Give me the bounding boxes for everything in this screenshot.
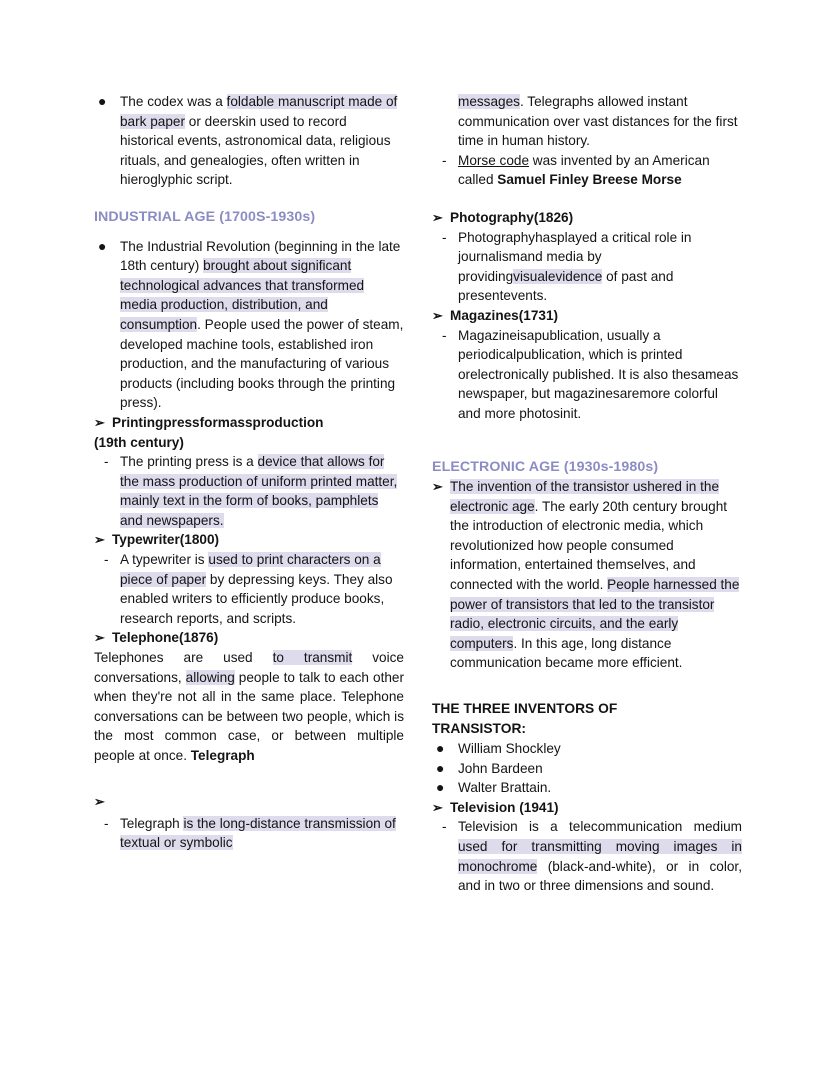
list-item <box>432 326 742 424</box>
spacer <box>432 190 742 208</box>
morse-inventor-name: Samuel Finley Breese Morse <box>497 172 682 188</box>
arrow-bullet-icon: ➢ <box>432 799 443 815</box>
list-item <box>94 92 404 190</box>
codex-text-2: or deerskin used to record historical events, astronomical data, religious rituals, and genealogies, often written in hieroglyphic script. <box>120 113 391 188</box>
photography-heading: Photography(1826) <box>450 209 574 225</box>
industrial-age-heading: INDUSTRIAL AGE (1700S-1930s) <box>94 208 316 225</box>
list-item <box>94 452 404 530</box>
magazines-heading-row <box>432 306 742 326</box>
dash-bullet-icon: - <box>104 552 109 568</box>
television-heading: Television (1941) <box>450 799 559 815</box>
telephone-paragraph <box>94 648 404 766</box>
industrial-highlight: brought about significant technological advances that transformed media production, distribution, and consumption <box>120 258 365 332</box>
typewriter-heading: Typewriter(1800) <box>112 532 220 548</box>
disc-bullet-icon: ● <box>98 93 107 109</box>
electronic-text-2: . In this age, long distance communication became more efficient. <box>450 635 683 671</box>
electronic-age-heading: ELECTRONIC AGE (1930s-1980s) <box>432 458 659 475</box>
printing-press-highlight: device that allows for the mass production of uniform printed matter, mainly text in the form of books, pamphlets and newspapers. <box>120 454 398 528</box>
list-item <box>94 237 404 413</box>
list-item <box>432 151 742 190</box>
television-text-1: Television is a telecommunication medium <box>458 819 742 835</box>
telephone-text-2: voice conversations, <box>94 650 404 685</box>
disc-bullet-icon: ● <box>436 759 445 776</box>
codex-paragraph <box>120 92 404 190</box>
list-item <box>432 228 742 306</box>
spacer <box>94 766 404 792</box>
typewriter-text-2: by depressing keys. They also enabled writers to efficiently produce books, research reports, and scripts. <box>120 571 393 626</box>
dash-bullet-icon: - <box>442 152 447 168</box>
electronic-highlight-1: The invention of the transistor ushered in the electronic age <box>450 479 720 514</box>
inventor-name: Walter Brattain. <box>458 780 552 796</box>
telegraph-continued-paragraph <box>458 92 742 151</box>
television-heading-row <box>432 798 742 818</box>
telephone-text-3: people to talk to each other when they're not all in the same place. Telephone conversations can be between two people, which is the most common case, or between multiple people at once. <box>94 669 404 763</box>
disc-bullet-icon: ● <box>436 740 445 757</box>
industrial-paragraph <box>120 237 404 413</box>
electronic-highlight-2: People harnessed the power of transistors that led to the transistor radio, electronic circuits, and the early computers <box>450 577 740 651</box>
inventors-title-line2: TRANSISTOR: <box>432 721 527 737</box>
telegraph-highlight: is the long-distance transmission of textual or symbolic <box>120 815 396 851</box>
codex-highlight: foldable manuscript made of bark paper <box>120 94 398 129</box>
telegraph-paragraph <box>120 814 404 853</box>
photography-highlight: visualevidence <box>513 268 603 284</box>
typewriter-highlight: used to print characters on a piece of paper <box>120 552 381 587</box>
list-item <box>94 550 404 628</box>
list-item <box>432 759 742 779</box>
television-highlight: used for transmitting moving images in monochrome <box>458 839 742 874</box>
dash-bullet-icon: - <box>442 327 447 343</box>
empty-arrow-bullet-row <box>94 792 404 814</box>
inventors-title-line1: THE THREE INVENTORS OF <box>432 701 618 717</box>
inventor-name: William Shockley <box>458 741 561 757</box>
telephone-highlight-2: allowing <box>185 669 235 685</box>
list-item <box>432 739 742 759</box>
telegraph-continued-text: . Telegraphs allowed instant communication over vast distances for the first time in human history. <box>458 94 738 149</box>
electronic-text-1: . The early 20th century brought the introduction of electronic media, which revolutionized how people consumed information, entertained themselves, and connected with the world. <box>450 498 728 593</box>
printing-press-heading-line2: (19th century) <box>94 434 184 450</box>
television-paragraph <box>458 817 742 895</box>
arrow-bullet-icon: ➢ <box>94 414 105 430</box>
typewriter-paragraph <box>120 550 404 628</box>
telegraph-inline-bold: Telegraph <box>190 748 255 763</box>
printing-press-text-1: The printing press is a <box>120 454 258 470</box>
disc-bullet-icon: ● <box>98 237 107 254</box>
disc-bullet-icon: ● <box>436 779 445 796</box>
printing-press-paragraph <box>120 452 404 530</box>
electronic-paragraph <box>450 477 742 673</box>
industrial-text-1: The Industrial Revolution (beginning in the late 18th century) <box>120 238 401 274</box>
spacer <box>432 424 742 458</box>
arrow-bullet-icon: ➢ <box>94 793 105 809</box>
typewriter-heading-row <box>94 530 404 550</box>
television-text-2: (black-and-white), or in color, and in two or three dimensions and sound. <box>458 858 742 894</box>
dash-bullet-icon: - <box>104 815 109 831</box>
right-column <box>432 92 742 896</box>
morse-code-underlined: Morse code <box>458 152 530 168</box>
photography-text-2: of past and presentevents. <box>458 268 674 304</box>
dash-bullet-icon: - <box>442 229 447 245</box>
messages-highlight: messages <box>458 94 520 109</box>
printing-press-heading: Printingpressformassproduction <box>112 414 324 430</box>
magazines-heading: Magazines(1731) <box>450 307 559 323</box>
list-item <box>432 817 742 895</box>
dash-bullet-icon: - <box>442 819 447 835</box>
arrow-bullet-icon: ➢ <box>432 479 443 495</box>
photography-heading-row <box>432 208 742 228</box>
typewriter-text-1: A typewriter is <box>120 552 209 568</box>
list-item <box>432 778 742 798</box>
magazines-paragraph: Magazineisapublication, usually a periodicalpublication, which is printed orelectronically published. It is also thesameas newspaper, but magazinesaremore colorful and more photosinit. <box>458 327 739 421</box>
codex-text-1: The codex was a <box>120 94 227 109</box>
arrow-bullet-icon: ➢ <box>432 209 443 225</box>
spacer <box>432 673 742 699</box>
telephone-highlight-1: to transmit <box>272 650 353 666</box>
arrow-bullet-icon: ➢ <box>432 307 443 323</box>
telephone-heading: Telephone(1876) <box>112 630 219 646</box>
left-column <box>94 92 404 896</box>
inventor-name: John Bardeen <box>458 760 543 776</box>
dash-bullet-icon: - <box>104 454 109 470</box>
industrial-text-2: . People used the power of steam, developed machine tools, established iron production, and the manufacturing of various products (including books through the printing press). <box>120 316 404 411</box>
spacer <box>94 228 404 237</box>
printing-press-heading-row <box>94 413 404 433</box>
telephone-heading-row <box>94 628 404 648</box>
morse-text: was invented by an American called <box>458 152 710 188</box>
two-column-layout <box>94 92 742 896</box>
list-item <box>94 814 404 853</box>
morse-paragraph <box>458 151 742 190</box>
arrow-bullet-icon: ➢ <box>94 532 105 548</box>
spacer <box>94 190 404 208</box>
arrow-bullet-icon: ➢ <box>94 630 105 646</box>
list-item <box>432 477 742 673</box>
telephone-text-1: Telephones are used <box>94 650 273 666</box>
photography-paragraph <box>458 228 742 306</box>
photography-text-1: Photographyhasplayed a critical role in journalismand media by providing <box>458 229 692 284</box>
telegraph-text-1: Telegraph <box>120 815 184 831</box>
